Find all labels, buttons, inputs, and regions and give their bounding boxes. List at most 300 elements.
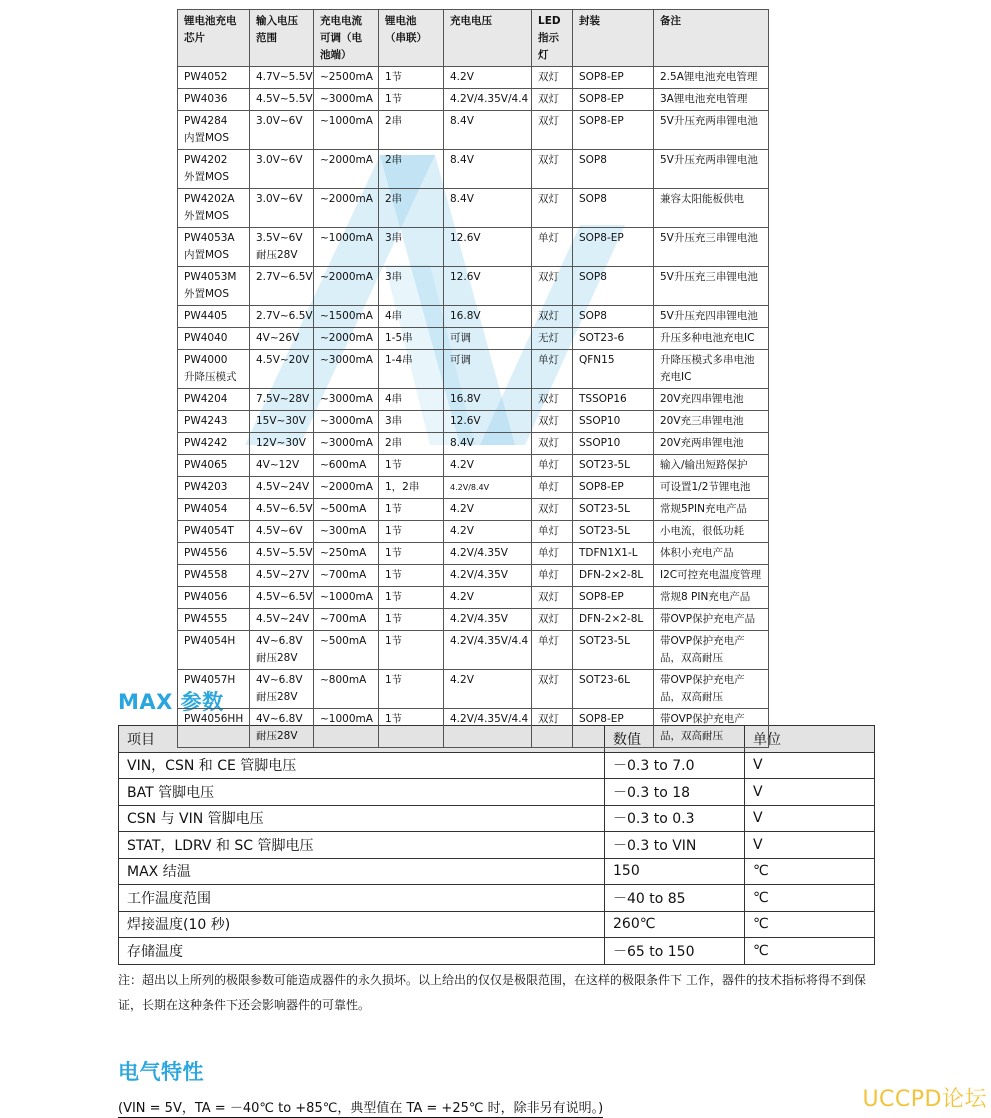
chip-led: 单灯 — [538, 547, 559, 559]
chip-remark: 小电流，很低功耗 — [660, 525, 744, 537]
chip-cell-package — [573, 565, 654, 587]
chip-model: PW4053M — [184, 271, 237, 283]
chip-cell-remark — [654, 111, 769, 150]
chip-cell-voltage — [444, 111, 532, 150]
chip-cell-package — [573, 350, 654, 389]
chip-model-note: 升降压模式 — [184, 371, 237, 383]
chip-table-row — [178, 89, 769, 111]
chip-cells: 3串 — [385, 271, 403, 283]
chip-vin: 3.0V~6V — [256, 193, 303, 205]
chip-cell-model — [178, 433, 250, 455]
chip-cells: 1节 — [385, 93, 403, 105]
chip-cell-package — [573, 477, 654, 499]
chip-cell-cells — [379, 267, 444, 306]
chip-cell-model — [178, 111, 250, 150]
max-cell-value: －65 to 150 — [605, 938, 745, 965]
chip-cell-voltage — [444, 477, 532, 499]
chip-table-row — [178, 350, 769, 389]
max-cell-item: MAX 结温 — [119, 858, 605, 885]
chip-cell-remark — [654, 709, 769, 748]
chip-cell-current — [314, 389, 379, 411]
max-table-row — [119, 805, 875, 832]
chip-cell-led — [532, 228, 573, 267]
chip-cell-vin — [250, 89, 314, 111]
chip-vin: 4V~26V — [256, 332, 300, 344]
chip-cell-voltage — [444, 267, 532, 306]
chip-cell-led — [532, 477, 573, 499]
chip-cell-voltage — [444, 67, 532, 89]
chip-package: SOP8-EP — [579, 591, 624, 603]
chip-cell-model — [178, 328, 250, 350]
chip-cell-current — [314, 306, 379, 328]
chip-cell-led — [532, 631, 573, 670]
chip-cell-vin — [250, 411, 314, 433]
chip-remark: 2.5A锂电池充电管理 — [660, 71, 758, 83]
chip-remark: 可设置1/2节锂电池 — [660, 481, 751, 493]
chip-cell-remark — [654, 565, 769, 587]
chip-cell-current — [314, 150, 379, 189]
chip-remark: 体积小充电产品 — [660, 547, 734, 559]
chip-cell-remark — [654, 477, 769, 499]
chip-cell-package — [573, 587, 654, 609]
max-cell-value: －0.3 to 0.3 — [605, 805, 745, 832]
chip-table-row — [178, 228, 769, 267]
chip-remark: 带OVP保护充电产品，双高耐压 — [660, 635, 745, 664]
chip-model: PW4556 — [184, 547, 228, 559]
chip-cell-model — [178, 709, 250, 748]
chip-cell-cells — [379, 89, 444, 111]
chip-cell-model — [178, 521, 250, 543]
max-cell-item: 焊接温度(10 秒) — [119, 911, 605, 938]
chip-cell-model — [178, 565, 250, 587]
max-cell-unit: ℃ — [745, 885, 875, 912]
chip-vin: 4.7V~5.5V — [256, 71, 313, 83]
chip-remark: 20V充两串锂电池 — [660, 437, 744, 449]
chip-cell-model — [178, 267, 250, 306]
chip-cell-vin — [250, 670, 314, 709]
max-cell-item: STAT，LDRV 和 SC 管脚电压 — [119, 832, 605, 859]
max-cell-item: 工作温度范围 — [119, 885, 605, 912]
chip-voltage: 8.4V — [450, 437, 474, 449]
chip-package: SSOP10 — [579, 437, 621, 449]
chip-cell-package — [573, 670, 654, 709]
chip-cell-led — [532, 670, 573, 709]
chip-vin: 4.5V~27V — [256, 569, 310, 581]
chip-cell-led — [532, 455, 573, 477]
chip-model-note: 内置MOS — [184, 249, 229, 261]
chip-table-row — [178, 150, 769, 189]
chip-package: SOT23-5L — [579, 503, 631, 515]
chip-cells: 2串 — [385, 115, 403, 127]
max-cell-item: BAT 管脚电压 — [119, 779, 605, 806]
max-cell-value: 260℃ — [605, 911, 745, 938]
chip-vin: 3.0V~6V — [256, 154, 303, 166]
chip-header-cell: 锂电池充电芯片 — [178, 10, 250, 67]
chip-model: PW4052 — [184, 71, 228, 83]
chip-vin: 4.5V~6.5V — [256, 503, 313, 515]
chip-header-cell: 输入电压范围 — [250, 10, 314, 67]
chip-vin: 4V~6.8V — [256, 635, 303, 647]
chip-cells: 1节 — [385, 459, 403, 471]
chip-model: PW4555 — [184, 613, 228, 625]
chip-current: ~2000mA — [320, 481, 373, 493]
chip-current: ~1000mA — [320, 232, 373, 244]
chip-table-row — [178, 587, 769, 609]
chip-cell-led — [532, 306, 573, 328]
chip-voltage: 4.2V/4.35V — [450, 613, 508, 625]
max-cell-item: VIN，CSN 和 CE 管脚电压 — [119, 752, 605, 779]
chip-cells: 1节 — [385, 547, 403, 559]
chip-current: ~800mA — [320, 674, 367, 686]
chip-cells: 1，2串 — [385, 481, 420, 493]
chip-vin: 4V~6.8V — [256, 674, 303, 686]
chip-package: SSOP10 — [579, 415, 621, 427]
chip-package: SOT23-6 — [579, 332, 625, 344]
chip-cells: 2串 — [385, 154, 403, 166]
chip-table-row — [178, 267, 769, 306]
chip-cell-cells — [379, 350, 444, 389]
chip-model: PW4000 — [184, 354, 228, 366]
chip-cell-package — [573, 67, 654, 89]
chip-cell-cells — [379, 499, 444, 521]
chip-header-cell: 备注 — [654, 10, 769, 67]
chip-package: SOP8-EP — [579, 93, 624, 105]
chip-cell-led — [532, 389, 573, 411]
chip-cell-package — [573, 455, 654, 477]
chip-vin: 12V~30V — [256, 437, 306, 449]
chip-model: PW4242 — [184, 437, 228, 449]
chip-model: PW4405 — [184, 310, 228, 322]
chip-table-row — [178, 565, 769, 587]
chip-voltage: 4.2V — [450, 459, 474, 471]
chip-model: PW4203 — [184, 481, 228, 493]
chip-cell-remark — [654, 89, 769, 111]
chip-cell-cells — [379, 587, 444, 609]
chip-cell-package — [573, 150, 654, 189]
chip-cell-model — [178, 499, 250, 521]
chip-cell-current — [314, 433, 379, 455]
chip-model: PW4558 — [184, 569, 228, 581]
chip-remark: 输入/输出短路保护 — [660, 459, 748, 471]
chip-table-row — [178, 709, 769, 748]
chip-cell-package — [573, 89, 654, 111]
chip-cell-remark — [654, 228, 769, 267]
chip-led: 单灯 — [538, 481, 559, 493]
chip-current: ~2500mA — [320, 71, 373, 83]
chip-cell-cells — [379, 411, 444, 433]
chip-cell-voltage — [444, 565, 532, 587]
chip-cell-model — [178, 455, 250, 477]
chip-cell-current — [314, 89, 379, 111]
chip-cell-remark — [654, 306, 769, 328]
chip-cell-voltage — [444, 587, 532, 609]
chip-cell-remark — [654, 189, 769, 228]
chip-voltage: 16.8V — [450, 393, 481, 405]
chip-remark: 常规8 PIN充电产品 — [660, 591, 751, 603]
chip-vin: 15V~30V — [256, 415, 306, 427]
max-cell-unit: V — [745, 752, 875, 779]
chip-cells: 2串 — [385, 437, 403, 449]
chip-table-row — [178, 543, 769, 565]
chip-cell-package — [573, 411, 654, 433]
chip-current: ~250mA — [320, 547, 367, 559]
chip-led: 双灯 — [538, 93, 559, 105]
chip-table-row — [178, 455, 769, 477]
chip-cell-voltage — [444, 228, 532, 267]
max-table-row — [119, 779, 875, 806]
chip-cell-current — [314, 328, 379, 350]
chip-remark: 升压多种电池充电IC — [660, 332, 755, 344]
chip-current: ~2000mA — [320, 154, 373, 166]
chip-cell-current — [314, 565, 379, 587]
chip-cell-remark — [654, 389, 769, 411]
chip-package: TDFN1X1-L — [579, 547, 638, 559]
chip-header-cell: 充电电压 — [444, 10, 532, 67]
chip-package: SOT23-5L — [579, 635, 631, 647]
chip-cell-led — [532, 67, 573, 89]
chip-cell-remark — [654, 455, 769, 477]
chip-table-header — [178, 10, 769, 67]
chip-vin: 4.5V~6V — [256, 525, 303, 537]
chip-remark: 5V升压充三串锂电池 — [660, 232, 758, 244]
chip-cell-voltage — [444, 328, 532, 350]
chip-cells: 1节 — [385, 503, 403, 515]
chip-model: PW4284 — [184, 115, 228, 127]
chip-cell-voltage — [444, 670, 532, 709]
chip-cell-package — [573, 111, 654, 150]
chip-vin: 2.7V~6.5V — [256, 271, 313, 283]
max-header-cell: 数值 — [605, 726, 745, 753]
chip-cell-model — [178, 543, 250, 565]
chip-vin-note: 耐压28V — [256, 249, 298, 261]
chip-cell-current — [314, 411, 379, 433]
chip-model-note: 外置MOS — [184, 210, 229, 222]
max-table-row — [119, 752, 875, 779]
chip-cell-model — [178, 350, 250, 389]
chip-cell-cells — [379, 631, 444, 670]
chip-cell-cells — [379, 709, 444, 748]
chip-cell-model — [178, 67, 250, 89]
chip-current: ~700mA — [320, 613, 367, 625]
max-cell-unit: ℃ — [745, 858, 875, 885]
chip-remark: 20V充四串锂电池 — [660, 393, 744, 405]
chip-package: SOT23-5L — [579, 525, 631, 537]
chip-led: 双灯 — [538, 271, 559, 283]
chip-remark: 兼容太阳能板供电 — [660, 193, 744, 205]
chip-remark: 5V升压充三串锂电池 — [660, 271, 758, 283]
max-header-cell: 项目 — [119, 726, 605, 753]
chip-table-row — [178, 306, 769, 328]
chip-cell-current — [314, 709, 379, 748]
chip-cell-cells — [379, 189, 444, 228]
chip-cell-remark — [654, 670, 769, 709]
chip-cell-remark — [654, 587, 769, 609]
max-cell-unit: ℃ — [745, 911, 875, 938]
forum-watermark: UCCPD论坛 — [862, 1087, 987, 1112]
chip-table-row — [178, 433, 769, 455]
chip-cell-package — [573, 499, 654, 521]
chip-vin: 4.5V~5.5V — [256, 93, 313, 105]
chip-cell-cells — [379, 521, 444, 543]
chip-cell-voltage — [444, 543, 532, 565]
chip-cell-cells — [379, 433, 444, 455]
chip-led: 双灯 — [538, 591, 559, 603]
chip-model: PW4040 — [184, 332, 228, 344]
chip-cells: 4串 — [385, 393, 403, 405]
max-table-row — [119, 885, 875, 912]
max-cell-value: －0.3 to VIN — [605, 832, 745, 859]
chip-cell-vin — [250, 228, 314, 267]
chip-led: 单灯 — [538, 525, 559, 537]
chip-cell-current — [314, 631, 379, 670]
chip-cell-vin — [250, 389, 314, 411]
chip-cell-cells — [379, 565, 444, 587]
chip-cell-vin — [250, 609, 314, 631]
chip-table-row — [178, 411, 769, 433]
chip-current: ~2000mA — [320, 332, 373, 344]
chip-model: PW4202A — [184, 193, 235, 205]
chip-cell-led — [532, 543, 573, 565]
chip-current: ~300mA — [320, 525, 367, 537]
chip-current: ~700mA — [320, 569, 367, 581]
chip-model-note: 外置MOS — [184, 171, 229, 183]
max-table-row — [119, 938, 875, 965]
chip-led: 双灯 — [538, 674, 559, 686]
chip-voltage: 16.8V — [450, 310, 481, 322]
chip-cell-package — [573, 609, 654, 631]
chip-cell-model — [178, 609, 250, 631]
chip-cell-current — [314, 455, 379, 477]
chip-led: 单灯 — [538, 232, 559, 244]
chip-current: ~3000mA — [320, 437, 373, 449]
chip-voltage: 4.2V/4.35V — [450, 547, 508, 559]
chip-led: 双灯 — [538, 415, 559, 427]
chip-package: SOP8 — [579, 310, 607, 322]
chip-cell-vin — [250, 587, 314, 609]
chip-cell-voltage — [444, 521, 532, 543]
chip-model: PW4056 — [184, 591, 228, 603]
chip-cell-model — [178, 89, 250, 111]
chip-remark: 常规5PIN充电产品 — [660, 503, 747, 515]
chip-led: 双灯 — [538, 154, 559, 166]
chip-remark: 升降压模式多串电池充电IC — [660, 354, 755, 383]
chip-model: PW4057H — [184, 674, 236, 686]
chip-table-row — [178, 499, 769, 521]
chip-cells: 4串 — [385, 310, 403, 322]
chip-cell-remark — [654, 150, 769, 189]
chip-cell-remark — [654, 631, 769, 670]
chip-cell-led — [532, 328, 573, 350]
chip-table-row — [178, 111, 769, 150]
chip-cells: 1节 — [385, 713, 403, 725]
chip-cells: 1节 — [385, 674, 403, 686]
chip-cell-current — [314, 543, 379, 565]
chip-voltage: 4.2V/4.35V/4.4 — [450, 713, 529, 725]
chip-vin: 3.5V~6V — [256, 232, 303, 244]
chip-cell-remark — [654, 543, 769, 565]
chip-package: SOP8-EP — [579, 713, 624, 725]
chip-current: ~3000mA — [320, 93, 373, 105]
chip-cell-vin — [250, 477, 314, 499]
chip-cell-vin — [250, 565, 314, 587]
chip-cell-package — [573, 189, 654, 228]
chip-vin: 4.5V~20V — [256, 354, 310, 366]
chip-model: PW4054T — [184, 525, 234, 537]
chip-package: SOP8 — [579, 154, 607, 166]
chip-voltage: 4.2V/4.35V/4.4 — [450, 93, 529, 105]
chip-vin-note: 耐压28V — [256, 691, 298, 703]
chip-cell-remark — [654, 609, 769, 631]
chip-cell-remark — [654, 350, 769, 389]
chip-cell-package — [573, 306, 654, 328]
chip-cells: 3串 — [385, 415, 403, 427]
chip-led: 双灯 — [538, 613, 559, 625]
chip-model-note: 外置MOS — [184, 288, 229, 300]
chip-cell-vin — [250, 328, 314, 350]
chip-cell-led — [532, 499, 573, 521]
chip-cell-model — [178, 306, 250, 328]
chip-header-cell: 充电电流可调（电池端） — [314, 10, 379, 67]
chip-cell-led — [532, 189, 573, 228]
chip-cell-model — [178, 411, 250, 433]
chip-current: ~2000mA — [320, 193, 373, 205]
chip-cell-vin — [250, 521, 314, 543]
chip-cell-cells — [379, 477, 444, 499]
chip-led: 无灯 — [538, 332, 559, 344]
chip-cell-package — [573, 433, 654, 455]
chip-cell-current — [314, 67, 379, 89]
chip-voltage: 4.2V/8.4V — [450, 483, 490, 492]
chip-cell-cells — [379, 67, 444, 89]
chip-package: SOP8 — [579, 271, 607, 283]
chip-table-row — [178, 67, 769, 89]
max-table-row — [119, 858, 875, 885]
chip-cell-led — [532, 150, 573, 189]
chip-cell-model — [178, 587, 250, 609]
chip-remark: 20V充三串锂电池 — [660, 415, 744, 427]
chip-cell-led — [532, 350, 573, 389]
chip-vin: 4V~6.8V — [256, 713, 303, 725]
chip-cell-package — [573, 228, 654, 267]
chip-cell-cells — [379, 670, 444, 709]
chip-remark: 带OVP保护充电产品 — [660, 613, 756, 625]
test-conditions: (VIN = 5V，TA = －40℃ to +85℃，典型值在 TA = +25℃ 时，除非另有说明。) — [118, 1101, 604, 1116]
chip-cell-voltage — [444, 306, 532, 328]
chip-cell-led — [532, 433, 573, 455]
chip-cell-cells — [379, 228, 444, 267]
chip-package: DFN-2×2-8L — [579, 613, 644, 625]
chip-cell-led — [532, 521, 573, 543]
chip-cell-voltage — [444, 150, 532, 189]
chip-cell-current — [314, 111, 379, 150]
chip-cell-led — [532, 89, 573, 111]
chip-cell-current — [314, 189, 379, 228]
chip-current: ~1000mA — [320, 713, 373, 725]
chip-vin: 4.5V~24V — [256, 613, 310, 625]
chip-model: PW4053A — [184, 232, 235, 244]
chip-cell-voltage — [444, 631, 532, 670]
chip-cell-package — [573, 521, 654, 543]
chip-cell-vin — [250, 433, 314, 455]
chip-package: QFN15 — [579, 354, 615, 366]
chip-cell-voltage — [444, 499, 532, 521]
chip-package: SOT23-6L — [579, 674, 631, 686]
chip-cells: 1节 — [385, 525, 403, 537]
chip-current: ~1000mA — [320, 591, 373, 603]
chip-led: 双灯 — [538, 115, 559, 127]
chip-table-row — [178, 328, 769, 350]
chip-remark: 带OVP保护充电产品，双高耐压 — [660, 713, 745, 742]
